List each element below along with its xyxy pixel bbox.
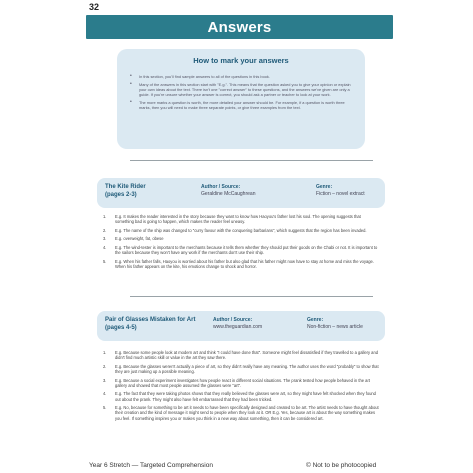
- list-item: [103, 236, 380, 241]
- answer-number: 5.: [103, 405, 107, 411]
- how-to-mark-title: How to mark your answers: [193, 56, 289, 65]
- answer-text: E.g. Because some people look at modern art and think "I could have done that". Someone might feel dissatisfied if they travelled to a gallery and didn't find much artistic skill or value in the art they saw there.: [115, 350, 379, 361]
- how-to-mark-box: [117, 49, 365, 149]
- answer-text: E.g. overweight, fat, obese: [115, 236, 164, 242]
- answers-header-bar: [86, 15, 393, 39]
- author-value: www.theguardian.com: [213, 324, 263, 330]
- section-pages: (pages 2-3): [105, 191, 137, 198]
- answer-text: E.g. Because a social experiment investigates how people react in different social situations. The prank tested how people behaved in the art gallery and showed that most people assumed the glasses were "art".: [115, 377, 370, 388]
- page-number: 32: [89, 2, 100, 12]
- answer-number: 5.: [103, 258, 107, 264]
- genre-label: Genre:: [307, 317, 324, 323]
- author-value: Geraldine McCaughrean: [201, 191, 256, 197]
- answer-text: E.g. It makes the reader interested in the story because they want to know how Haoyou's father lost his soul. The opening suggests that something bad is going to happen, which makes the reader feel uneasy.: [115, 214, 361, 225]
- section-pages: (pages 4-5): [105, 324, 137, 331]
- answer-text: E.g. No, because for something to be art it needs to have been specifically designed and created to be art. The artist needs to have thought about their creation and the kind of message it might send to people when they look at it. OR E.g. Yes, because art is about the way something makes you feel. If something inspires you or makes you think in a new way about something, then it can be considered art.: [115, 405, 379, 421]
- answer-number: 3.: [103, 377, 107, 383]
- footer-copyright: © Not to be photocopied: [306, 462, 377, 469]
- genre-label: Genre:: [316, 184, 333, 190]
- list-item: [103, 214, 380, 225]
- answer-number: 1.: [103, 214, 107, 219]
- answer-text: E.g. The fact that they were taking photos shows that they really believed the glasses were art, so they might have felt shocked when they found out about the prank. They might also have felt embarrassed that they had been tricked.: [115, 391, 376, 402]
- list-item: [103, 245, 380, 256]
- author-label: Author / Source:: [201, 184, 241, 190]
- footer-book-title: Year 6 Stretch — Targeted Comprehension: [89, 462, 213, 469]
- author-column: [213, 317, 262, 331]
- list-item: [103, 364, 380, 375]
- section-title-text: The Kite Rider: [105, 184, 146, 190]
- list-item: [103, 378, 380, 389]
- answer-text: E.g. The name of the ship was changed to "curry favour with the conquering barbarians", which suggests that the region has been invaded.: [115, 227, 367, 233]
- divider: [130, 160, 373, 161]
- section-title-text: Pair of Glasses Mistaken for Art: [105, 317, 196, 323]
- how-to-mark-list: [127, 74, 355, 111]
- genre-column: [316, 184, 365, 198]
- answer-number: 2.: [103, 363, 107, 369]
- section-header-glasses-art: [97, 311, 385, 341]
- section-header-kite-rider: [97, 178, 385, 208]
- list-item: [103, 259, 380, 270]
- list-item: [103, 350, 380, 361]
- list-item: • Many of the answers in this section start with "E.g.". This means that the question asked you to give your opinion or explain your own ideas about the text. There isn't one "correct answer" to these questions, and the answers we've given are only a guide. If you're unsure whether your answer is correct, you should ask a partner or teacher to look at your work.: [127, 82, 355, 97]
- author-column: [201, 184, 255, 198]
- answer-number: 1.: [103, 350, 107, 355]
- genre-value: Non-fiction – news article: [307, 324, 363, 330]
- author-label: Author / Source:: [213, 317, 253, 323]
- page-title: Answers: [207, 18, 272, 36]
- list-item: [103, 391, 380, 402]
- answer-number: 2.: [103, 227, 107, 233]
- answer-number: 4.: [103, 244, 107, 250]
- answer-text: E.g. The wind-tester is important to the merchants because it tells them whether they should put their goods on the Chabi or not. It is important to the sailors because they won't have any work if the merchants don't use their ship.: [115, 244, 378, 256]
- answer-number: 4.: [103, 391, 107, 397]
- answer-text: E.g. When his father falls, Haoyou is worried about his father but also glad that his father might now have to stay at home and miss the voyage. When his father appears on the kite, his emotions change to shock and horror.: [115, 258, 374, 269]
- answer-text: E.g. Because the glasses weren't actually a piece of art, so they didn't really have any meaning. The author uses the word "probably" to show that they are just making up a possible meaning.: [115, 363, 379, 375]
- genre-value: Fiction – novel extract: [316, 191, 365, 197]
- answer-number: 3.: [103, 236, 107, 242]
- list-item: • In this section, you'll find sample answers to all of the questions in this book.: [127, 74, 355, 79]
- divider: [130, 296, 373, 297]
- section-title: [105, 317, 195, 332]
- list-item: [103, 228, 380, 233]
- list-item: • The more marks a question is worth, the more detailed your answer should be. For example, if a question is worth three marks, then you will need to make three separate points, or give three examples from the text.: [127, 100, 355, 110]
- answers-list-kite-rider: [103, 214, 380, 272]
- genre-column: [307, 317, 363, 331]
- section-title: [105, 184, 146, 199]
- list-item: [103, 405, 380, 421]
- answers-list-glasses-art: [103, 350, 380, 424]
